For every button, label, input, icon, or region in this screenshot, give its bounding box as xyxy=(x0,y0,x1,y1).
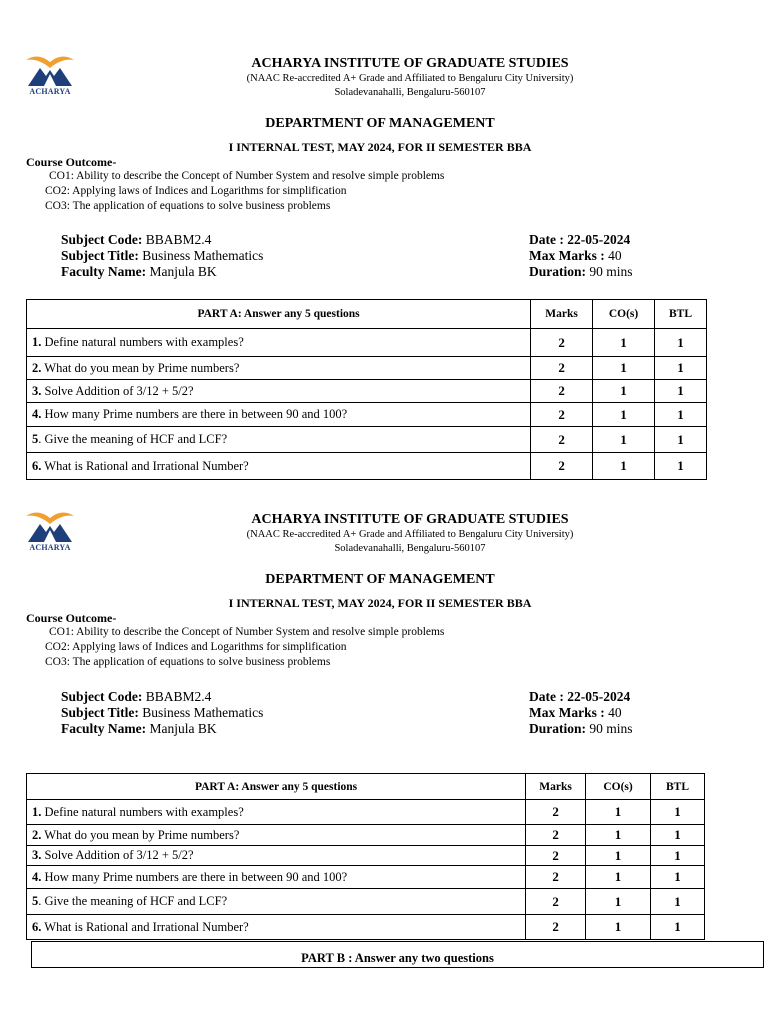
question-marks: 2 xyxy=(531,380,593,403)
exam-duration-value: 90 mins xyxy=(589,721,633,736)
accreditation-text: (NAAC Re-accredited A+ Grade and Affiliated to Bengaluru City University) xyxy=(246,529,574,540)
logo-text: ACHARYA xyxy=(29,87,71,96)
question-co: 1 xyxy=(593,453,655,480)
column-cos: CO(s) xyxy=(586,774,651,800)
subject-title xyxy=(61,248,263,264)
question-marks: 2 xyxy=(526,866,586,889)
column-cos: CO(s) xyxy=(593,300,655,329)
course-outcome-co3: CO3: The application of equations to solve business problems xyxy=(45,200,331,212)
course-outcome-co2: CO2: Applying laws of Indices and Logarithms for simplification xyxy=(45,641,347,653)
test-sheet-copy-1 xyxy=(0,0,768,490)
question-number: 4. xyxy=(32,407,42,421)
question-text: . Give the meaning of HCF and LCF? xyxy=(38,894,228,908)
exam-date-value: 22-05-2024 xyxy=(567,232,631,247)
exam-date xyxy=(529,232,630,248)
question-number: 5 xyxy=(32,894,39,908)
subject-code-label: Subject Code: xyxy=(61,232,143,247)
test-title: I INTERNAL TEST, MAY 2024, FOR II SEMESTER BBA xyxy=(228,596,532,610)
acharya-logo xyxy=(24,506,76,554)
question-text: What do you mean by Prime numbers? xyxy=(44,360,240,375)
question-btl: 1 xyxy=(651,800,705,825)
test-title: I INTERNAL TEST, MAY 2024, FOR II SEMESTER BBA xyxy=(228,140,532,154)
question-btl: 1 xyxy=(655,329,707,357)
question-btl: 1 xyxy=(651,846,705,866)
question-text: How many Prime numbers are there in between 90 and 100? xyxy=(44,407,348,421)
faculty-name xyxy=(61,721,217,737)
question-marks: 2 xyxy=(531,427,593,453)
question-text: Solve Addition of 3/12 + 5/2? xyxy=(44,383,194,398)
course-outcome-co1: CO1: Ability to describe the Concept of Number System and resolve simple problems xyxy=(49,170,445,182)
question-row xyxy=(27,800,705,825)
part-a-table xyxy=(26,773,705,940)
question-number: 2. xyxy=(32,360,42,375)
course-outcome-heading: Course Outcome- xyxy=(26,611,117,625)
max-marks-label: Max Marks : xyxy=(529,705,605,720)
question-marks: 2 xyxy=(526,889,586,915)
exam-date-value: 22-05-2024 xyxy=(567,689,631,704)
column-btl: BTL xyxy=(651,774,705,800)
faculty-name xyxy=(61,264,217,280)
question-co: 1 xyxy=(586,889,651,915)
question-row xyxy=(27,329,707,357)
course-outcome-co3: CO3: The application of equations to solve business problems xyxy=(45,656,331,668)
question-marks: 2 xyxy=(526,846,586,866)
max-marks-label: Max Marks : xyxy=(529,248,605,263)
exam-duration-label: Duration: xyxy=(529,721,586,736)
question-marks: 2 xyxy=(531,403,593,427)
max-marks-value: 40 xyxy=(608,705,622,720)
question-btl: 1 xyxy=(655,380,707,403)
question-btl: 1 xyxy=(655,357,707,380)
department-title: DEPARTMENT OF MANAGEMENT xyxy=(265,572,495,587)
subject-code-value: BBABM2.4 xyxy=(145,689,212,704)
question-number: 5 xyxy=(32,432,39,446)
question-btl: 1 xyxy=(655,403,707,427)
column-btl: BTL xyxy=(655,300,707,329)
question-row xyxy=(27,380,707,403)
part-a-header: PART A: Answer any 5 questions xyxy=(27,774,526,800)
exam-duration xyxy=(529,721,633,737)
column-marks: Marks xyxy=(526,774,586,800)
column-marks: Marks xyxy=(531,300,593,329)
address-text: Soladevanahalli, Bengaluru-560107 xyxy=(334,87,486,98)
question-marks: 2 xyxy=(531,329,593,357)
question-btl: 1 xyxy=(651,915,705,940)
question-co: 1 xyxy=(593,329,655,357)
course-outcome-co2: CO2: Applying laws of Indices and Logarithms for simplification xyxy=(45,185,347,197)
exam-date xyxy=(529,689,630,705)
subject-code-value: BBABM2.4 xyxy=(145,232,212,247)
faculty-name-label: Faculty Name: xyxy=(61,721,147,736)
exam-duration xyxy=(529,264,633,280)
question-btl: 1 xyxy=(651,825,705,846)
question-text: Solve Addition of 3/12 + 5/2? xyxy=(44,848,194,862)
subject-title-value: Business Mathematics xyxy=(142,705,264,720)
question-row xyxy=(27,403,707,427)
department-title: DEPARTMENT OF MANAGEMENT xyxy=(265,116,495,131)
institution-name: ACHARYA INSTITUTE OF GRADUATE STUDIES xyxy=(251,512,569,527)
question-co: 1 xyxy=(586,825,651,846)
question-row xyxy=(27,889,705,915)
question-text: What is Rational and Irrational Number? xyxy=(44,919,249,934)
question-btl: 1 xyxy=(651,889,705,915)
exam-duration-label: Duration: xyxy=(529,264,586,279)
question-row xyxy=(27,866,705,889)
course-outcome-heading: Course Outcome- xyxy=(26,155,117,169)
subject-title-label: Subject Title: xyxy=(61,705,139,720)
part-b-header: PART B : Answer any two questions xyxy=(31,941,764,968)
question-co: 1 xyxy=(593,380,655,403)
question-text: What is Rational and Irrational Number? xyxy=(44,458,249,473)
question-text: Define natural numbers with examples? xyxy=(44,804,244,819)
question-text: Define natural numbers with examples? xyxy=(44,335,244,349)
question-number: 1. xyxy=(32,804,42,819)
question-co: 1 xyxy=(586,866,651,889)
part-a-header: PART A: Answer any 5 questions xyxy=(27,300,531,329)
question-row xyxy=(27,357,707,380)
subject-title-label: Subject Title: xyxy=(61,248,139,263)
question-co: 1 xyxy=(586,915,651,940)
question-co: 1 xyxy=(593,357,655,380)
course-outcome-co1: CO1: Ability to describe the Concept of Number System and resolve simple problems xyxy=(49,626,445,638)
question-co: 1 xyxy=(593,403,655,427)
accreditation-text: (NAAC Re-accredited A+ Grade and Affiliated to Bengaluru City University) xyxy=(246,73,574,84)
question-marks: 2 xyxy=(531,357,593,380)
question-row xyxy=(27,427,707,453)
question-number: 2. xyxy=(32,827,42,842)
acharya-logo xyxy=(24,50,76,98)
question-number: 4. xyxy=(32,869,42,884)
exam-duration-value: 90 mins xyxy=(589,264,633,279)
faculty-name-value: Manjula BK xyxy=(149,721,217,736)
question-btl: 1 xyxy=(655,427,707,453)
part-a-table xyxy=(26,299,707,480)
exam-date-label: Date : xyxy=(529,232,564,247)
faculty-name-value: Manjula BK xyxy=(149,264,217,279)
question-co: 1 xyxy=(586,800,651,825)
question-number: 6. xyxy=(32,458,42,473)
subject-title-value: Business Mathematics xyxy=(142,248,264,263)
question-row xyxy=(27,846,705,866)
max-marks xyxy=(529,705,622,721)
question-btl: 1 xyxy=(655,453,707,480)
address-text: Soladevanahalli, Bengaluru-560107 xyxy=(334,543,486,554)
question-btl: 1 xyxy=(651,866,705,889)
question-marks: 2 xyxy=(526,800,586,825)
faculty-name-label: Faculty Name: xyxy=(61,264,147,279)
question-text: What do you mean by Prime numbers? xyxy=(44,827,240,842)
question-marks: 2 xyxy=(526,915,586,940)
subject-code xyxy=(61,689,211,705)
subject-title xyxy=(61,705,263,721)
logo-text: ACHARYA xyxy=(29,543,71,552)
question-text: How many Prime numbers are there in between 90 and 100? xyxy=(44,869,348,884)
question-row xyxy=(27,825,705,846)
institution-name: ACHARYA INSTITUTE OF GRADUATE STUDIES xyxy=(251,56,569,71)
question-number: 1. xyxy=(32,335,42,349)
subject-code xyxy=(61,232,211,248)
test-sheet-copy-2 xyxy=(0,456,768,1024)
question-number: 3. xyxy=(32,848,42,862)
question-co: 1 xyxy=(586,846,651,866)
max-marks xyxy=(529,248,622,264)
exam-date-label: Date : xyxy=(529,689,564,704)
question-number: 6. xyxy=(32,919,42,934)
subject-code-label: Subject Code: xyxy=(61,689,143,704)
question-marks: 2 xyxy=(526,825,586,846)
question-co: 1 xyxy=(593,427,655,453)
question-number: 3. xyxy=(32,383,42,398)
question-row xyxy=(27,915,705,940)
question-marks: 2 xyxy=(531,453,593,480)
max-marks-value: 40 xyxy=(608,248,622,263)
question-text: . Give the meaning of HCF and LCF? xyxy=(38,432,228,446)
